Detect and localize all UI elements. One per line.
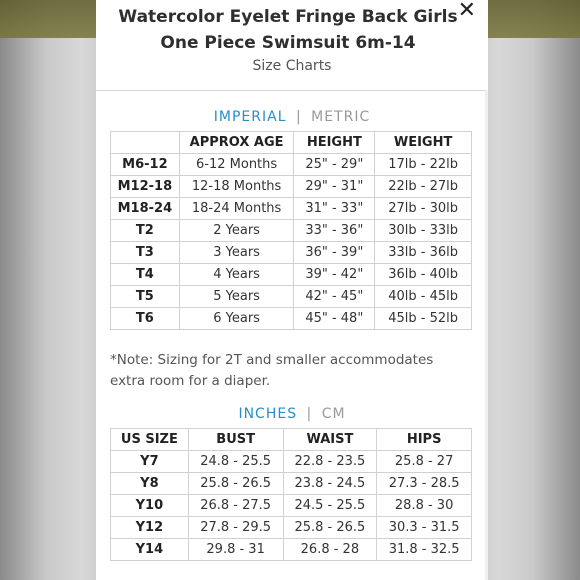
table-cell: 28.8 - 30 (377, 495, 472, 517)
table-header-cell: WEIGHT (375, 132, 472, 154)
modal-subtitle: Size Charts (252, 58, 332, 74)
table-cell: 6 Years (179, 308, 294, 330)
size-label: T4 (111, 264, 180, 286)
table-header-cell: HIPS (377, 429, 472, 451)
size-label: M12-18 (111, 176, 180, 198)
size-label: T3 (111, 242, 180, 264)
table-cell: 22.8 - 23.5 (283, 451, 377, 473)
table-cell: 25.8 - 27 (377, 451, 472, 473)
table-cell: 29" - 31" (294, 176, 375, 198)
table-cell: 25.8 - 26.5 (188, 473, 283, 495)
modal-header (96, 0, 488, 91)
table-cell: 26.8 - 27.5 (188, 495, 283, 517)
table-cell: 33lb - 36lb (375, 242, 472, 264)
table-row (111, 517, 472, 539)
inches-cm-toggle (96, 406, 488, 422)
table-cell: 3 Years (179, 242, 294, 264)
table-cell: 45lb - 52lb (375, 308, 472, 330)
table-cell: 26.8 - 28 (283, 539, 377, 561)
table-cell: 27.3 - 28.5 (377, 473, 472, 495)
table-row (111, 286, 472, 308)
table-header-cell: BUST (188, 429, 283, 451)
table-cell: 42" - 45" (294, 286, 375, 308)
table-cell: 33" - 36" (294, 220, 375, 242)
table-row (111, 176, 472, 198)
table-row (111, 242, 472, 264)
table-header-cell (111, 132, 180, 154)
table-cell: 22lb - 27lb (375, 176, 472, 198)
table-header-cell: APPROX AGE (179, 132, 294, 154)
table-header-cell: WAIST (283, 429, 377, 451)
product-title: Watercolor Eyelet Fringe Back Girls One Piece Swimsuit 6m-14 (118, 7, 458, 53)
table-cell: 5 Years (179, 286, 294, 308)
table-cell: 29.8 - 31 (188, 539, 283, 561)
metric-tab[interactable]: METRIC (311, 109, 371, 125)
size-label: Y7 (111, 451, 189, 473)
size-label: Y8 (111, 473, 189, 495)
table-row (111, 451, 472, 473)
table-cell: 40lb - 45lb (375, 286, 472, 308)
table-cell: 31" - 33" (294, 198, 375, 220)
sizing-note: *Note: Sizing for 2T and smaller accommodates extra room for a diaper. (110, 352, 434, 389)
table-cell: 12-18 Months (179, 176, 294, 198)
size-label: T6 (111, 308, 180, 330)
table-cell: 27.8 - 29.5 (188, 517, 283, 539)
inches-tab[interactable]: INCHES (238, 406, 298, 422)
table-row (111, 198, 472, 220)
background-photo-right (488, 0, 580, 38)
size-label: Y14 (111, 539, 189, 561)
toggle-separator: | (306, 406, 313, 422)
table-header-row (111, 429, 472, 451)
cm-tab[interactable]: CM (321, 406, 346, 422)
size-label: T2 (111, 220, 180, 242)
imperial-metric-toggle (96, 109, 488, 125)
table-cell: 24.5 - 25.5 (283, 495, 377, 517)
table-cell: 18-24 Months (179, 198, 294, 220)
background-photo-left (0, 0, 96, 38)
close-icon[interactable]: ✕ (457, 0, 476, 23)
table-cell: 39" - 42" (294, 264, 375, 286)
table-row (111, 220, 472, 242)
age-size-table (110, 131, 472, 330)
size-label: M6-12 (111, 154, 180, 176)
table-row (111, 473, 472, 495)
table-row (111, 495, 472, 517)
size-label: T5 (111, 286, 180, 308)
table-cell: 23.8 - 24.5 (283, 473, 377, 495)
table-cell: 25.8 - 26.5 (283, 517, 377, 539)
table-cell: 2 Years (179, 220, 294, 242)
table-cell: 45" - 48" (294, 308, 375, 330)
table-row (111, 539, 472, 561)
table-cell: 30.3 - 31.5 (377, 517, 472, 539)
table-cell: 17lb - 22lb (375, 154, 472, 176)
table-cell: 4 Years (179, 264, 294, 286)
size-chart-modal (96, 0, 488, 580)
table-cell: 24.8 - 25.5 (188, 451, 283, 473)
imperial-tab[interactable]: IMPERIAL (213, 109, 287, 125)
table-cell: 36" - 39" (294, 242, 375, 264)
table-cell: 31.8 - 32.5 (377, 539, 472, 561)
scroll-track[interactable] (485, 90, 488, 580)
table-cell: 36lb - 40lb (375, 264, 472, 286)
table-cell: 27lb - 30lb (375, 198, 472, 220)
table-header-cell: HEIGHT (294, 132, 375, 154)
table-row (111, 264, 472, 286)
table-cell: 25" - 29" (294, 154, 375, 176)
size-label: Y12 (111, 517, 189, 539)
toggle-separator: | (295, 109, 302, 125)
size-label: M18-24 (111, 198, 180, 220)
table-header-row (111, 132, 472, 154)
table-cell: 6-12 Months (179, 154, 294, 176)
table-cell: 30lb - 33lb (375, 220, 472, 242)
size-label: Y10 (111, 495, 189, 517)
table-row (111, 308, 472, 330)
table-row (111, 154, 472, 176)
table-header-cell: US SIZE (111, 429, 189, 451)
measurement-size-table (110, 428, 472, 561)
